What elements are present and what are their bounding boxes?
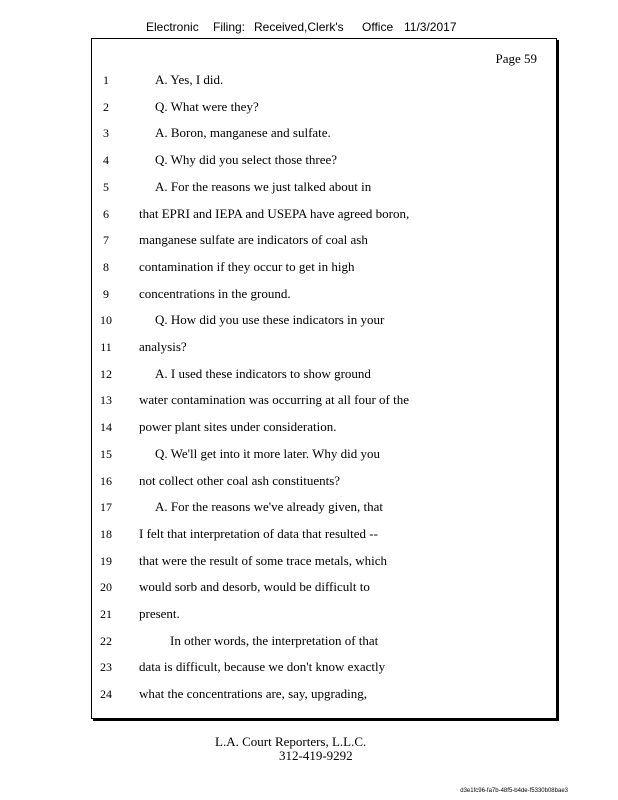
header-filing: Filing: bbox=[213, 20, 246, 34]
reporter-phone: 312-419-9292 bbox=[279, 748, 353, 763]
transcript-line bbox=[0, 392, 618, 410]
header-office: Office bbox=[362, 20, 394, 34]
transcript-line bbox=[0, 206, 618, 224]
line-text: A. Boron, manganese and sulfate. bbox=[155, 125, 331, 141]
line-number: 3 bbox=[103, 126, 109, 141]
line-text: what the concentrations are, say, upgrading, bbox=[139, 686, 368, 702]
line-number: 20 bbox=[100, 580, 112, 595]
transcript-line bbox=[0, 633, 618, 651]
transcript-line bbox=[0, 446, 618, 464]
line-number: 21 bbox=[100, 607, 112, 621]
line-text: power plant sites under consideration. bbox=[139, 419, 337, 435]
line-text: Q. How did you use these indicators in your bbox=[155, 312, 385, 328]
line-text: data is difficult, because we don't know exactly bbox=[139, 659, 386, 675]
line-text: concentrations in the ground. bbox=[139, 285, 291, 301]
line-text: A. Yes, I did. bbox=[155, 72, 224, 87]
line-text: contamination if they occur to get in high bbox=[139, 258, 355, 274]
transcript-line bbox=[0, 286, 618, 304]
line-text: analysis? bbox=[139, 339, 187, 354]
line-text: A. For the reasons we just talked about in bbox=[155, 178, 372, 194]
transcript-line bbox=[0, 72, 618, 90]
header-date: 11/3/2017 bbox=[404, 20, 457, 34]
line-number: 9 bbox=[103, 286, 109, 301]
line-text: Q. What were they? bbox=[155, 98, 259, 114]
electronic-filing-header bbox=[0, 20, 618, 38]
transcript-line bbox=[0, 232, 618, 250]
line-number: 14 bbox=[100, 420, 112, 435]
line-number: 23 bbox=[100, 660, 112, 675]
line-number: 15 bbox=[100, 446, 112, 461]
transcript-line bbox=[0, 606, 618, 624]
transcript-line bbox=[0, 99, 618, 117]
transcript-line bbox=[0, 179, 618, 197]
line-number: 24 bbox=[100, 687, 112, 702]
transcript-line bbox=[0, 686, 618, 704]
transcript-line bbox=[0, 125, 618, 143]
page-number: Page 59 bbox=[495, 51, 537, 66]
line-number: 18 bbox=[100, 526, 112, 541]
line-number: 19 bbox=[100, 553, 112, 568]
transcript-line bbox=[0, 419, 618, 437]
line-number: 17 bbox=[100, 500, 112, 515]
line-number: 7 bbox=[103, 233, 109, 248]
line-number: 5 bbox=[103, 179, 109, 194]
line-text: that were the result of some trace metals, which bbox=[139, 552, 387, 568]
line-number: 12 bbox=[100, 366, 112, 381]
line-text: Q. Why did you select those three? bbox=[155, 152, 338, 168]
line-text: that EPRI and IEPA and USEPA have agreed boron, bbox=[139, 205, 410, 221]
line-number: 8 bbox=[103, 259, 109, 274]
line-number: 13 bbox=[100, 393, 112, 408]
line-text: A. For the reasons we've already given, that bbox=[155, 499, 383, 515]
line-text: present. bbox=[139, 606, 180, 621]
transcript-line bbox=[0, 659, 618, 677]
line-number: 1 bbox=[103, 73, 109, 87]
transcript-line bbox=[0, 473, 618, 491]
header-received: Received,Clerk's bbox=[254, 20, 344, 34]
line-text: A. I used these indicators to show ground bbox=[155, 365, 371, 381]
reporter-company: L.A. Court Reporters, L.L.C. bbox=[215, 734, 367, 749]
document-id: d3e1fc96-fa7b-48f5-b4de-f5330b08bae3 bbox=[460, 788, 568, 794]
line-text: not collect other coal ash constituents? bbox=[139, 472, 341, 488]
transcript-line bbox=[0, 259, 618, 277]
line-number: 11 bbox=[100, 340, 112, 354]
transcript-line bbox=[0, 499, 618, 517]
transcript-line bbox=[0, 152, 618, 170]
line-text: would sorb and desorb, would be difficult to bbox=[139, 579, 370, 595]
line-number: 10 bbox=[100, 313, 112, 328]
line-number: 22 bbox=[100, 633, 112, 648]
line-text: water contamination was occurring at all four of the bbox=[139, 392, 410, 408]
line-text: manganese sulfate are indicators of coal ash bbox=[139, 232, 368, 248]
transcript-line bbox=[0, 526, 618, 544]
transcript-line bbox=[0, 579, 618, 597]
header-electronic: Electronic bbox=[146, 20, 199, 34]
line-number: 6 bbox=[103, 206, 109, 221]
line-number: 4 bbox=[103, 153, 109, 168]
line-text: Q. We'll get into it more later. Why did you bbox=[155, 445, 381, 461]
line-number: 16 bbox=[100, 473, 112, 488]
transcript-line bbox=[0, 366, 618, 384]
line-number: 2 bbox=[103, 99, 109, 114]
line-text: I felt that interpretation of data that resulted -- bbox=[139, 525, 378, 541]
line-text: In other words, the interpretation of that bbox=[170, 632, 379, 648]
transcript-line bbox=[0, 312, 618, 330]
transcript-line bbox=[0, 553, 618, 571]
transcript-line bbox=[0, 339, 618, 357]
